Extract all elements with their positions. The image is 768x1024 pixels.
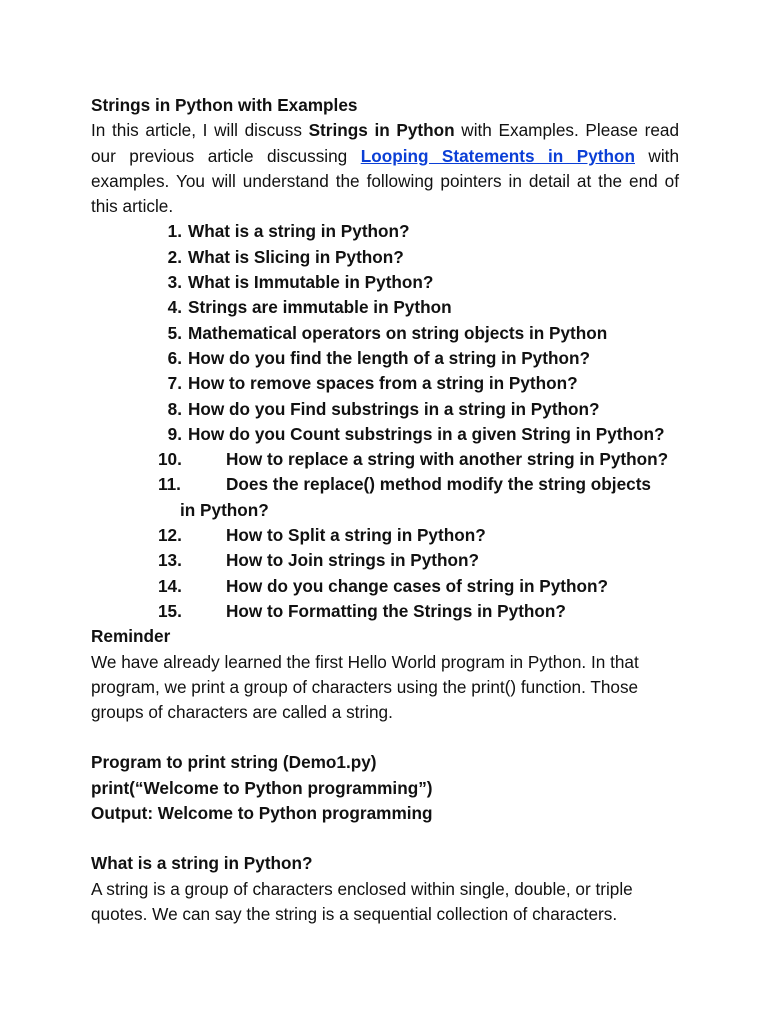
program-heading: Program to print string (Demo1.py)	[91, 752, 377, 773]
list-item-text: How do you find the length of a string in Python?	[188, 347, 590, 368]
list-item-text: How to Split a string in Python?	[226, 525, 486, 546]
list-item-text: How to remove spaces from a string in Python?	[188, 373, 578, 394]
list-number: 1.	[167, 221, 182, 242]
program-code: print(“Welcome to Python programming”)	[91, 777, 433, 798]
intro-bold-term: Strings in Python	[308, 120, 455, 141]
list-item-continuation: in Python?	[180, 499, 269, 520]
list-item	[91, 599, 679, 624]
list-item-text: Does the replace() method modify the string objects	[226, 474, 651, 495]
list-number: 15.	[158, 600, 182, 621]
list-number: 7.	[167, 373, 182, 394]
list-item-text: How do you Count substrings in a given String in Python?	[188, 423, 665, 444]
list-number: 13.	[158, 550, 182, 571]
intro-paragraph	[91, 118, 679, 219]
list-item	[91, 574, 679, 599]
intro-text-3: with examples. You will understand the following pointers in detail at the end of this article.	[91, 145, 679, 217]
list-number: 9.	[167, 423, 182, 444]
intro-text-2: with Examples. Please read our previous article discussing	[91, 120, 680, 166]
list-number: 14.	[158, 575, 182, 596]
article-title: Strings in Python with Examples	[91, 95, 358, 115]
program-output: Output: Welcome to Python programming	[91, 803, 433, 824]
list-item	[91, 245, 679, 270]
list-number: 10.	[158, 449, 182, 470]
list-item	[91, 523, 679, 548]
reminder-paragraph: We have already learned the first Hello World program in Python. In that program, we print a group of characters using the print() function. Those groups of characters are called a string.	[91, 651, 639, 723]
article-body	[91, 93, 679, 927]
list-item	[91, 295, 679, 320]
pointers-list	[91, 219, 679, 624]
intro-text-1: In this article, I will discuss	[91, 120, 309, 141]
list-number: 12.	[158, 525, 182, 546]
list-number: 4.	[167, 297, 182, 318]
list-item	[91, 397, 679, 422]
list-number: 8.	[167, 398, 182, 419]
list-item-text: How to Formatting the Strings in Python?	[226, 600, 566, 621]
spacer	[91, 725, 679, 750]
reminder-heading: Reminder	[91, 626, 171, 647]
list-item-text: How do you Find substrings in a string in Python?	[188, 398, 600, 419]
list-item	[91, 472, 679, 523]
list-number: 2.	[167, 246, 182, 267]
looping-statements-link[interactable]: Looping Statements in Python	[360, 145, 635, 166]
list-item	[91, 447, 679, 472]
list-item-text: Strings are immutable in Python	[188, 297, 452, 318]
list-item-text: How to Join strings in Python?	[226, 550, 480, 571]
list-item-text: How do you change cases of string in Python?	[226, 575, 608, 596]
list-number: 11.	[158, 474, 181, 495]
list-item	[91, 321, 679, 346]
list-number: 5.	[167, 322, 182, 343]
list-item	[91, 219, 679, 244]
list-item	[91, 270, 679, 295]
list-item	[91, 371, 679, 396]
spacer	[91, 826, 679, 851]
section-paragraph: A string is a group of characters enclosed within single, double, or triple quotes. We can say the string is a sequential collection of characters.	[91, 878, 633, 924]
list-item-text: What is a string in Python?	[188, 221, 410, 242]
list-item	[91, 346, 679, 371]
list-number: 3.	[167, 272, 182, 293]
list-item	[91, 422, 679, 447]
list-item-text: Mathematical operators on string objects in Python	[188, 322, 608, 343]
list-number: 6.	[167, 347, 182, 368]
list-item-text: How to replace a string with another string in Python?	[226, 449, 669, 470]
list-item-text: What is Slicing in Python?	[188, 246, 404, 267]
list-item-text: What is Immutable in Python?	[188, 272, 434, 293]
section-heading: What is a string in Python?	[91, 853, 313, 874]
list-item	[91, 548, 679, 573]
